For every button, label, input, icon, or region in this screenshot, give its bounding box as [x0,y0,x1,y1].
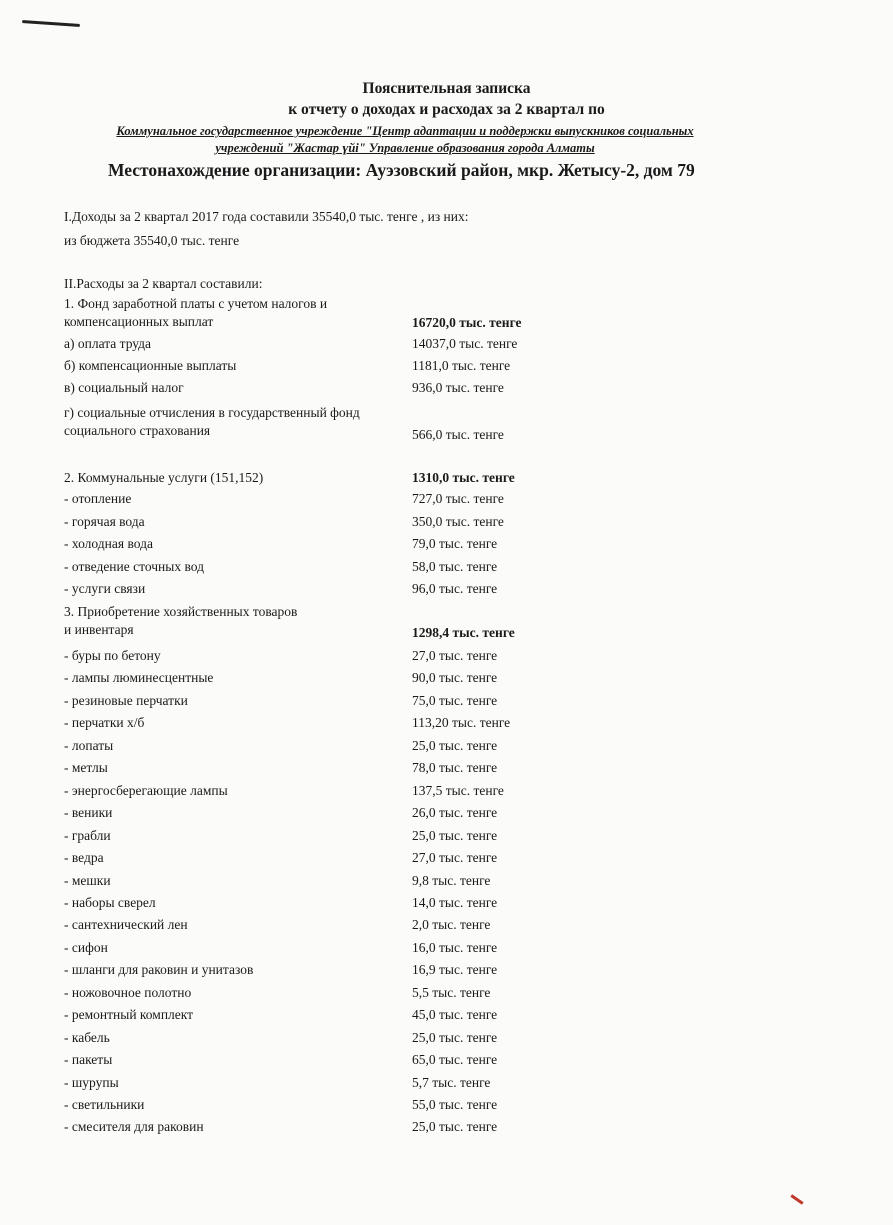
organization-name-line2: учреждений "Жастар үйі" Управление образования города Алматы [215,141,595,155]
expense-item-label: - наборы сверел [64,894,156,910]
expense-item-value: 350,0 тыс. тенге [412,513,504,529]
section1-item: г) социальные отчисления в государственный фонд социального страхования 566,0 тыс. тенге [64,405,504,442]
expense-item-label: - услуги связи [64,581,146,596]
expense-item-value: 79,0 тыс. тенге [412,536,498,551]
expense-item [64,962,584,982]
expense-item-value: 16,0 тыс. тенге [412,939,498,955]
expense-item [64,648,584,668]
expense-item [64,850,584,870]
expense-item-value: 45,0 тыс. тенге [412,1007,498,1023]
expense-item-value: 27,0 тыс. тенге [412,648,498,663]
expense-item-label: - мешки [64,872,111,888]
expense-item [64,783,584,803]
expense-item-value: 78,0 тыс. тенге [412,760,498,776]
section2-total: 1310,0 тыс. тенге [412,470,515,485]
section3-total: 1298,4 тыс. тенге [412,625,515,640]
expenses-heading: II.Расходы за 2 квартал составили: [64,276,263,291]
expense-item-label: - ведра [64,850,104,866]
expense-item-label: - горячая вода [64,513,145,529]
expense-item-label: - пакеты [64,1052,113,1068]
expense-item [64,1097,584,1117]
expense-item-value: 58,0 тыс. тенге [412,558,498,574]
expense-item-value: 16,9 тыс. тенге [412,962,498,978]
expense-item-label: - ножовочное полотно [64,984,192,1000]
expense-item-label: - отведение сточных вод [64,558,204,574]
income-budget: из бюджета 35540,0 тыс. тенге [64,233,240,248]
expense-item-value: 25,0 тыс. тенге [412,737,498,753]
expense-item-value: 137,5 тыс. тенге [412,782,504,798]
expense-item-label: - холодная вода [64,536,153,551]
section2-header [64,470,584,490]
expense-item-value: 25,0 тыс. тенге [412,827,498,843]
expense-item [64,559,584,579]
scan-pen-mark [22,20,80,27]
expense-item [64,760,584,780]
expense-item-label: - перчатки х/б [64,715,145,731]
expense-item-label: - сифон [64,939,108,955]
expense-item-label: - буры по бетону [64,648,161,663]
document-subtitle: к отчету о доходах и расходах за 2 квартал по [288,101,605,118]
expense-item-value: 26,0 тыс. тенге [412,805,498,821]
expense-item [64,873,584,893]
expense-item-value: 75,0 тыс. тенге [412,692,498,708]
expense-item-value: 9,8 тыс. тенге [412,872,491,888]
expense-item [64,491,584,511]
expense-item [64,985,584,1005]
expense-item [64,670,584,690]
expense-item [64,895,584,915]
expense-item [64,1007,584,1027]
expense-item-label: - метлы [64,760,108,776]
expense-item [64,1119,584,1139]
expense-item [64,1052,584,1072]
section3-header [64,603,584,643]
expense-item-value: 5,5 тыс. тенге [412,984,491,1000]
expense-item-label: - лампы люминесцентные [64,670,214,686]
expense-item-value: 90,0 тыс. тенге [412,670,498,686]
expense-item-label: - ремонтный комплект [64,1007,194,1023]
expense-item [64,1075,584,1095]
expense-item-value: 65,0 тыс. тенге [412,1052,498,1068]
expense-item-label: - лопаты [64,737,114,753]
section1-item: б) компенсационные выплаты 1181,0 тыс. тенге [64,358,511,373]
expense-item-value: 2,0 тыс. тенге [412,917,491,933]
expense-item-label: - сантехнический лен [64,917,188,933]
section1-header [64,295,584,335]
expense-item [64,917,584,937]
income-total: I.Доходы за 2 квартал 2017 года составили 35540,0 тыс. тенге , из них: [64,209,469,224]
expense-item [64,715,584,735]
expense-item [64,514,584,534]
expense-item-label: - резиновые перчатки [64,692,188,708]
red-pen-mark [790,1194,803,1204]
expense-item [64,693,584,713]
expense-item-label: - отопление [64,491,132,506]
organization-name-line1: Коммунальное государственное учреждение "Центр адаптации и поддержки выпускников социальных [116,124,694,138]
expense-item-value: 727,0 тыс. тенге [412,491,504,506]
section1-item: в) социальный налог 936,0 тыс. тенге [64,380,504,395]
organization-location: Местонахождение организации: Ауэзовский район, мкр. Жетысу-2, дом 79 [108,160,695,180]
expense-item-value: 14,0 тыс. тенге [412,894,498,910]
expense-item [64,536,584,556]
expense-item-value: 5,7 тыс. тенге [412,1074,491,1090]
section2-title: 2. Коммунальные услуги (151,152) [64,470,264,485]
expense-item [64,940,584,960]
expense-item-value: 96,0 тыс. тенге [412,581,498,596]
expense-item [64,1030,584,1050]
expense-item [64,581,584,601]
expense-item-value: 113,20 тыс. тенге [412,715,511,731]
section1-title: 1. Фонд заработной платы с учетом налогов и компенсационных выплат [64,296,328,329]
expense-item-label: - грабли [64,827,111,843]
expense-item-value: 55,0 тыс. тенге [412,1097,498,1112]
expense-item-label: - кабель [64,1029,110,1045]
expense-item-label: - веники [64,805,113,821]
expense-item-value: 27,0 тыс. тенге [412,850,498,866]
expense-item-value: 25,0 тыс. тенге [412,1119,498,1135]
section1-total: 16720,0 тыс. тенге [412,315,522,330]
document-title: Пояснительная записка [362,80,531,97]
expense-item [64,828,584,848]
expense-item-label: - смесителя для раковин [64,1119,204,1135]
section3-title: 3. Приобретение хозяйственных товаров и инвентаря [64,604,298,637]
expense-item-value: 25,0 тыс. тенге [412,1029,498,1045]
expense-item-label: - энергосберегающие лампы [64,782,228,798]
expense-item-label: - светильники [64,1097,145,1112]
expense-item [64,738,584,758]
expense-item-label: - шурупы [64,1074,119,1090]
expense-item [64,805,584,825]
expense-item-label: - шланги для раковин и унитазов [64,962,254,978]
section1-item: а) оплата труда 14037,0 тыс. тенге [64,336,518,351]
